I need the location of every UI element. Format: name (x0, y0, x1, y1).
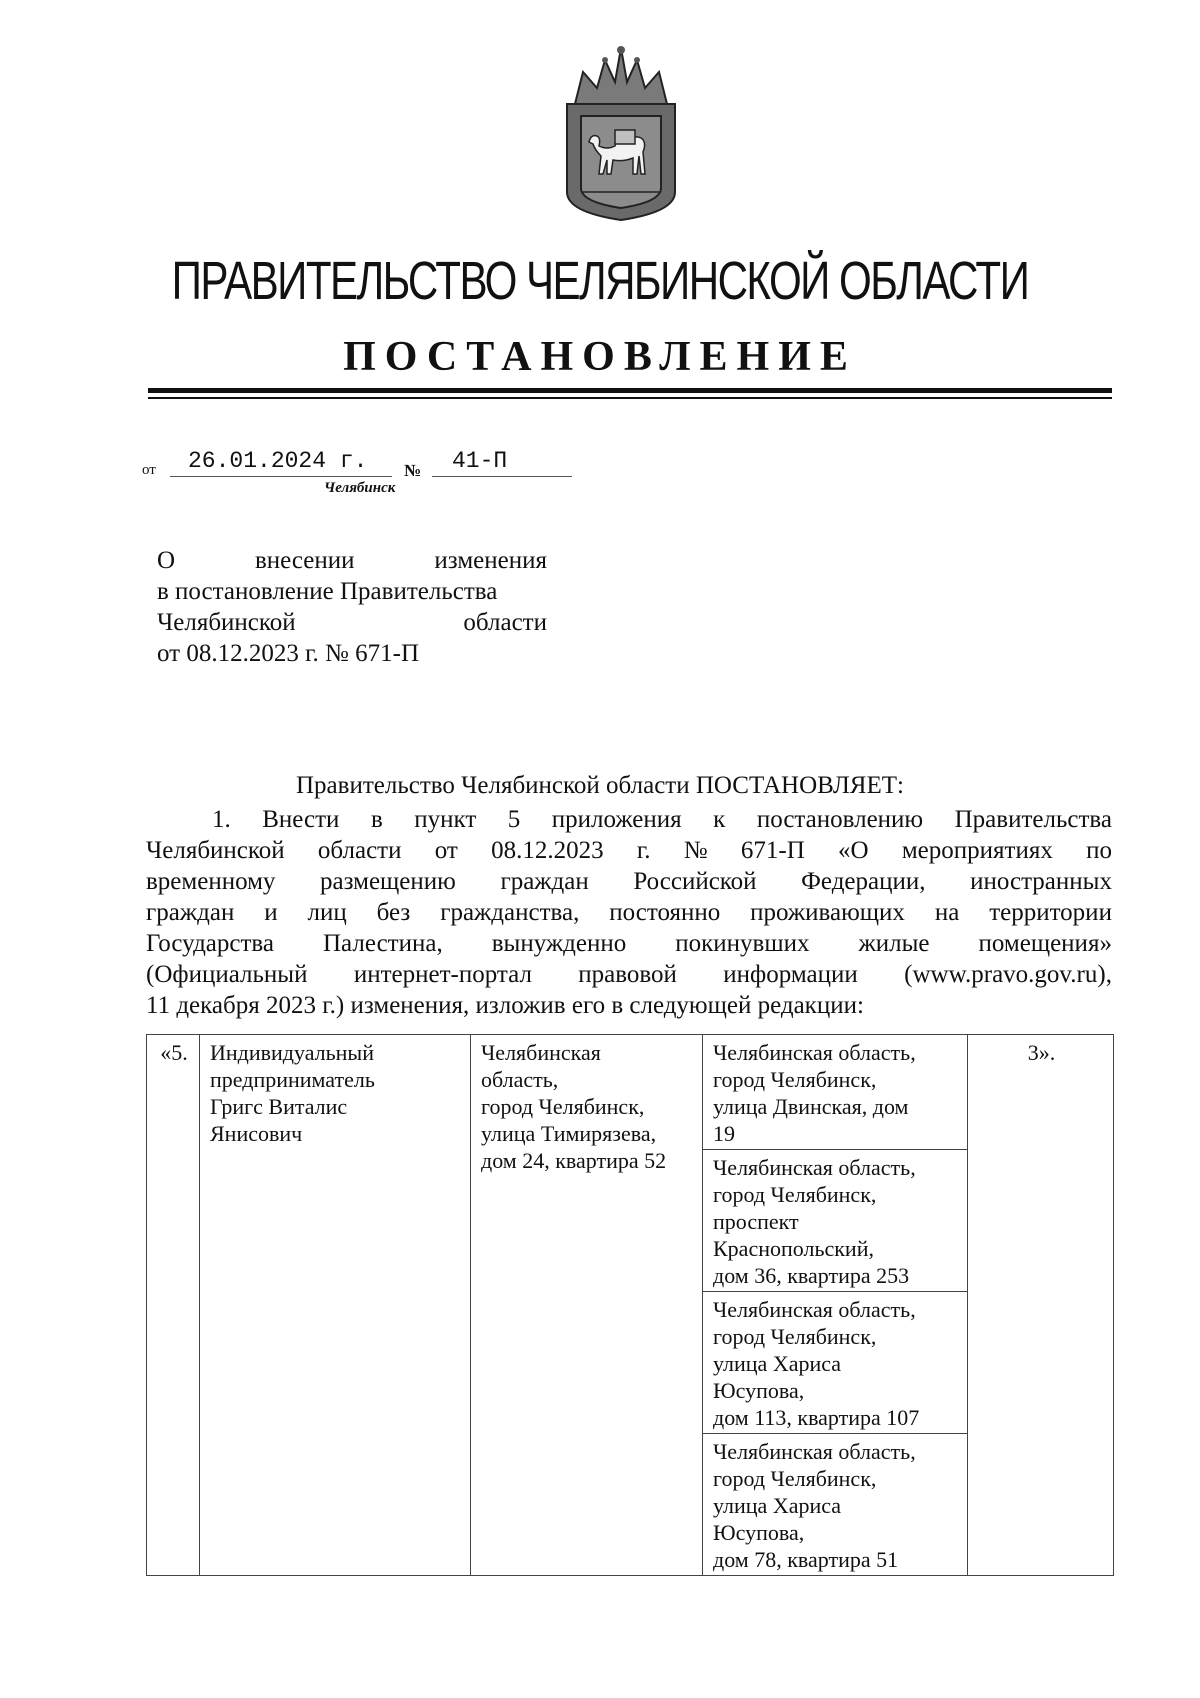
paragraph-word: 08.12.2023 (491, 837, 604, 864)
subject-word: изменения (434, 547, 547, 574)
paragraph-word: 1. (212, 806, 231, 833)
cell-line: Челябинская область, (713, 1040, 916, 1065)
paragraph-word: иностранных (970, 868, 1112, 895)
subject-word: области (463, 609, 547, 636)
paragraph-word: Российской (633, 868, 757, 895)
cell-line: область, (481, 1067, 559, 1092)
paragraph-word: 5 (507, 806, 521, 833)
placement-table (146, 1034, 1114, 1576)
paragraph-word: гражданства, (440, 899, 580, 926)
subject-word: Челябинской (157, 609, 296, 636)
cell-line: Челябинская область, (713, 1155, 916, 1180)
paragraph-word: № (683, 837, 708, 864)
cell-line: Челябинская область, (713, 1439, 916, 1464)
paragraph-word: и (264, 899, 278, 926)
paragraph-line: 11 декабря 2023 г.) изменения, изложив его в следующей редакции: (146, 992, 864, 1019)
quantity-cell: 3». (968, 1035, 1114, 1576)
paragraph-word: информации (723, 961, 858, 988)
cell-line: Челябинская область, (713, 1297, 916, 1322)
government-title: ПРАВИТЕЛЬСТВО ЧЕЛЯБИНСКОЙ ОБЛАСТИ (171, 251, 1029, 311)
paragraph-line (146, 804, 1112, 835)
paragraph-word: в (370, 806, 383, 833)
cell-line: дом 24, квартира 52 (481, 1148, 667, 1173)
paragraph-word: постоянно (609, 899, 721, 926)
placement-address-cell (703, 1292, 968, 1434)
paragraph-word: Внести (262, 806, 340, 833)
subject-line (157, 545, 547, 576)
subject-word: внесении (254, 547, 355, 574)
cell-line: Янисович (210, 1121, 303, 1146)
cell-line: город Челябинск, (713, 1067, 877, 1092)
placement-address-cell (703, 1035, 968, 1150)
paragraph-word: по (1086, 837, 1112, 864)
paragraph-line (146, 835, 1112, 866)
placement-address-cell (703, 1434, 968, 1576)
paragraph-word: г. (636, 837, 651, 864)
paragraph-line (146, 928, 1112, 959)
resolution-paragraph (146, 804, 1112, 1021)
paragraph-word: лиц (307, 899, 347, 926)
paragraph-word: территории (989, 899, 1112, 926)
paragraph-word: приложения (551, 806, 682, 833)
cell-line: улица Хариса (713, 1351, 842, 1376)
subject-line: в постановление Правительства (157, 578, 498, 605)
paragraph-word: интернет-портал (353, 961, 532, 988)
paragraph-word: проживающих (750, 899, 905, 926)
document-number: 41-П (452, 448, 508, 474)
cell-line: Челябинская (481, 1040, 601, 1065)
document-type: ПОСТАНОВЛЕНИЕ (343, 334, 857, 380)
paragraph-word: помещения» (978, 930, 1112, 957)
document-date: 26.01.2024 г. (188, 448, 368, 474)
paragraph-line (146, 897, 1112, 928)
paragraph-word: Челябинской (146, 837, 285, 864)
cell-line: Юсупова, (713, 1378, 805, 1403)
number-underline (432, 476, 572, 477)
subject-line (157, 607, 547, 638)
paragraph-word: (Официальный (146, 961, 308, 988)
paragraph-word: на (934, 899, 960, 926)
row-number-cell: «5. (147, 1035, 200, 1576)
paragraph-word: вынужденно (491, 930, 627, 957)
cell-line: дом 113, квартира 107 (713, 1405, 920, 1430)
cell-line: город Челябинск, (713, 1324, 877, 1349)
paragraph-word: граждан (146, 899, 235, 926)
preamble: Правительство Челябинской области ПОСТАНОВЛЯЕТ: (296, 772, 904, 799)
paragraph-word: от (434, 837, 458, 864)
paragraph-word: Палестина, (323, 930, 443, 957)
paragraph-word: без (376, 899, 411, 926)
subject-word: О (157, 547, 176, 574)
cell-line: Краснопольский, (713, 1236, 874, 1261)
cell-line: 19 (713, 1121, 735, 1146)
paragraph-word: правовой (578, 961, 677, 988)
date-underline (170, 476, 392, 477)
cell-line: город Челябинск, (713, 1466, 877, 1491)
cell-line: улица Тимирязева, (481, 1121, 657, 1146)
paragraph-word: пункт (414, 806, 477, 833)
paragraph-word: к (713, 806, 726, 833)
registered-address-cell (471, 1035, 703, 1576)
cell-line: предприниматель (210, 1067, 375, 1092)
table-row (147, 1035, 1114, 1150)
paragraph-word: 671-П (740, 837, 805, 864)
paragraph-word: покинувших (675, 930, 810, 957)
cell-line: Индивидуальный (210, 1040, 374, 1065)
paragraph-word: «О (838, 837, 869, 864)
paragraph-word: размещению (320, 868, 456, 895)
number-sign-label: № (404, 461, 422, 480)
cell-line: город Челябинск, (481, 1094, 645, 1119)
document-subject (157, 545, 547, 669)
cell-line: улица Хариса (713, 1493, 842, 1518)
paragraph-word: жилые (858, 930, 930, 957)
document-city: Челябинск (324, 480, 396, 496)
header-divider-thick (148, 388, 1112, 393)
entrepreneur-cell (200, 1035, 471, 1576)
paragraph-word: постановлению (756, 806, 924, 833)
paragraph-word: граждан (500, 868, 589, 895)
paragraph-line (146, 959, 1112, 990)
date-prefix-label: от (142, 462, 156, 478)
paragraph-word: Федерации, (801, 868, 926, 895)
placement-address-cell (703, 1150, 968, 1292)
cell-line: Григс Виталис (210, 1094, 348, 1119)
paragraph-word: области (317, 837, 402, 864)
header-divider-thin (148, 397, 1112, 399)
cell-line: проспект (713, 1209, 799, 1234)
paragraph-word: (www.pravo.gov.ru), (904, 961, 1112, 988)
subject-line: от 08.12.2023 г. № 671-П (157, 640, 420, 667)
paragraph-word: Правительства (954, 806, 1112, 833)
paragraph-word: временному (146, 868, 276, 895)
cell-line: дом 78, квартира 51 (713, 1547, 899, 1572)
paragraph-word: мероприятиях (901, 837, 1053, 864)
paragraph-line (146, 866, 1112, 897)
cell-line: Юсупова, (713, 1520, 805, 1545)
coat-of-arms-icon (553, 42, 689, 222)
cell-line: дом 36, квартира 253 (713, 1263, 910, 1288)
cell-line: улица Двинская, дом (713, 1094, 909, 1119)
cell-line: город Челябинск, (713, 1182, 877, 1207)
paragraph-word: Государства (146, 930, 274, 957)
